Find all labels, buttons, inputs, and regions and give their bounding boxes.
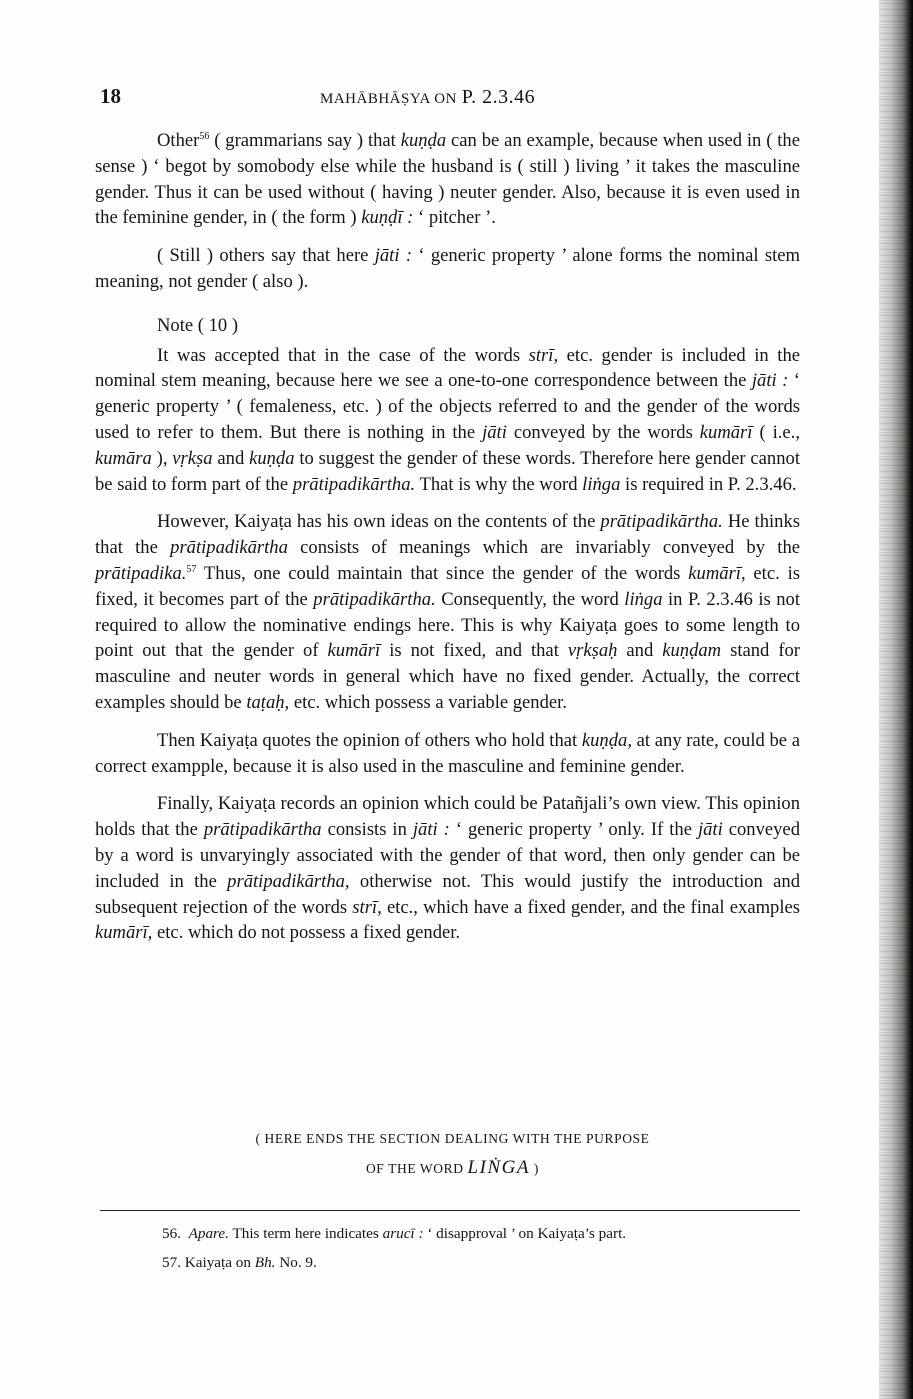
footnote-57: 57. Kaiyaṭa on Bh. No. 9. (162, 1254, 317, 1271)
footnote-ref-57[interactable]: 57 (186, 563, 197, 575)
footnote-56: 56. Apare. This term here indicates arucī : ‘ disapproval ’ on Kaiyaṭa’s part. (162, 1225, 627, 1242)
footnote-ref-56[interactable]: 56 (199, 130, 210, 142)
paragraph-others-say-kunda: Other$^{56}$ ( grammarians say ) that kuṇḍa can be an example, because when used in ( the sense ) ‘ begot by somobody else while the husband is ( still ) living ’ it takes the masculine gender. Thus it can be used without ( having ) neuter gender. Also, because it is even used in the feminine gender, in ( the form ) kuṇḍī : ‘ pitcher ’. (95, 130, 800, 229)
page-header (100, 84, 800, 114)
note-heading: Note ( 10 ) (157, 314, 239, 336)
book-binding-edge (879, 0, 913, 1399)
footnote-divider (100, 1210, 800, 1211)
colophon-line-1: ( HERE ENDS THE SECTION DEALING WITH THE PURPOSE (255, 1131, 650, 1146)
running-head-title: MAHĀBHĀṢYA ON (320, 91, 457, 107)
paragraph-kaiyata-quotes-others: Then Kaiyaṭa quotes the opinion of others who hold that kuṇḍa, at any rate, could be a correct exampple, because it is also used in the masculine and feminine gender. (95, 729, 800, 777)
section-end-colophon (100, 1124, 805, 1183)
paragraph-kaiyata-ideas: However, Kaiyaṭa has his own ideas on the contents of the prātipadikārtha. He thinks that the prātipadikārtha consists of meanings which are invariably conveyed by the prātipadika.$^{57}$ Thus, one could maintain that since the gender of the words kumārī, etc. is fixed, it becomes part of the prātipadikārtha. Consequently, the word liṅga in P. 2.3.46 is not required to allow the nominative endings here. This is why Kaiyaṭa goes to some length to point out that the gender of kumārī is not fixed, and that vṛkṣaḥ and kuṇḍam stand for masculine and neuter words in general which have no fixed gender. Actually, the correct examples should be taṭaḥ, etc. which possess a variable gender. (95, 511, 801, 713)
paragraph-jati-generic-property: ( Still ) others say that here jāti : ‘ generic property ’ alone forms the nominal stem meaning, not gender ( also ). (95, 245, 800, 292)
footnotes (162, 1219, 802, 1277)
main-text (95, 128, 800, 958)
paragraph-patanjali-view: Finally, Kaiyaṭa records an opinion which could be Patañjali’s own view. This opinion holds that the prātipadikārtha consists in jāti : ‘ generic property ’ only. If the jāti conveyed by a word is unvaryingly associated with the gender of that word, then only gender can be included in the prātipadikārtha, otherwise not. This would justify the introduction and subsequent rejection of the words strī, etc., which have a fixed gender, and the final examples kumārī, etc. which do not possess a fixed gender. (95, 793, 800, 944)
running-head-reference: P. 2.3.46 (461, 86, 536, 108)
running-head (320, 86, 535, 109)
colophon-line-2: OF THE WORD LIṄGA ) (365, 1157, 540, 1178)
paragraph-note-gender-included: It was accepted that in the case of the words strī, etc. gender is included in the nominal stem meaning, because here we see a one-to-one correspondence between the jāti : ‘ generic property ’ ( femaleness, etc. ) of the objects referred to and the gender of the words used to refer to them. But there is nothing in the jāti conveyed by the words kumārī ( i.e., kumāra ), vṛkṣa and kuṇḍa to suggest the gender of these words. Therefore here gender cannot be said to form part of the prātipadikārtha. That is why the word liṅga is required in P. 2.3.46. (95, 344, 801, 495)
page-number: 18 (100, 84, 121, 108)
